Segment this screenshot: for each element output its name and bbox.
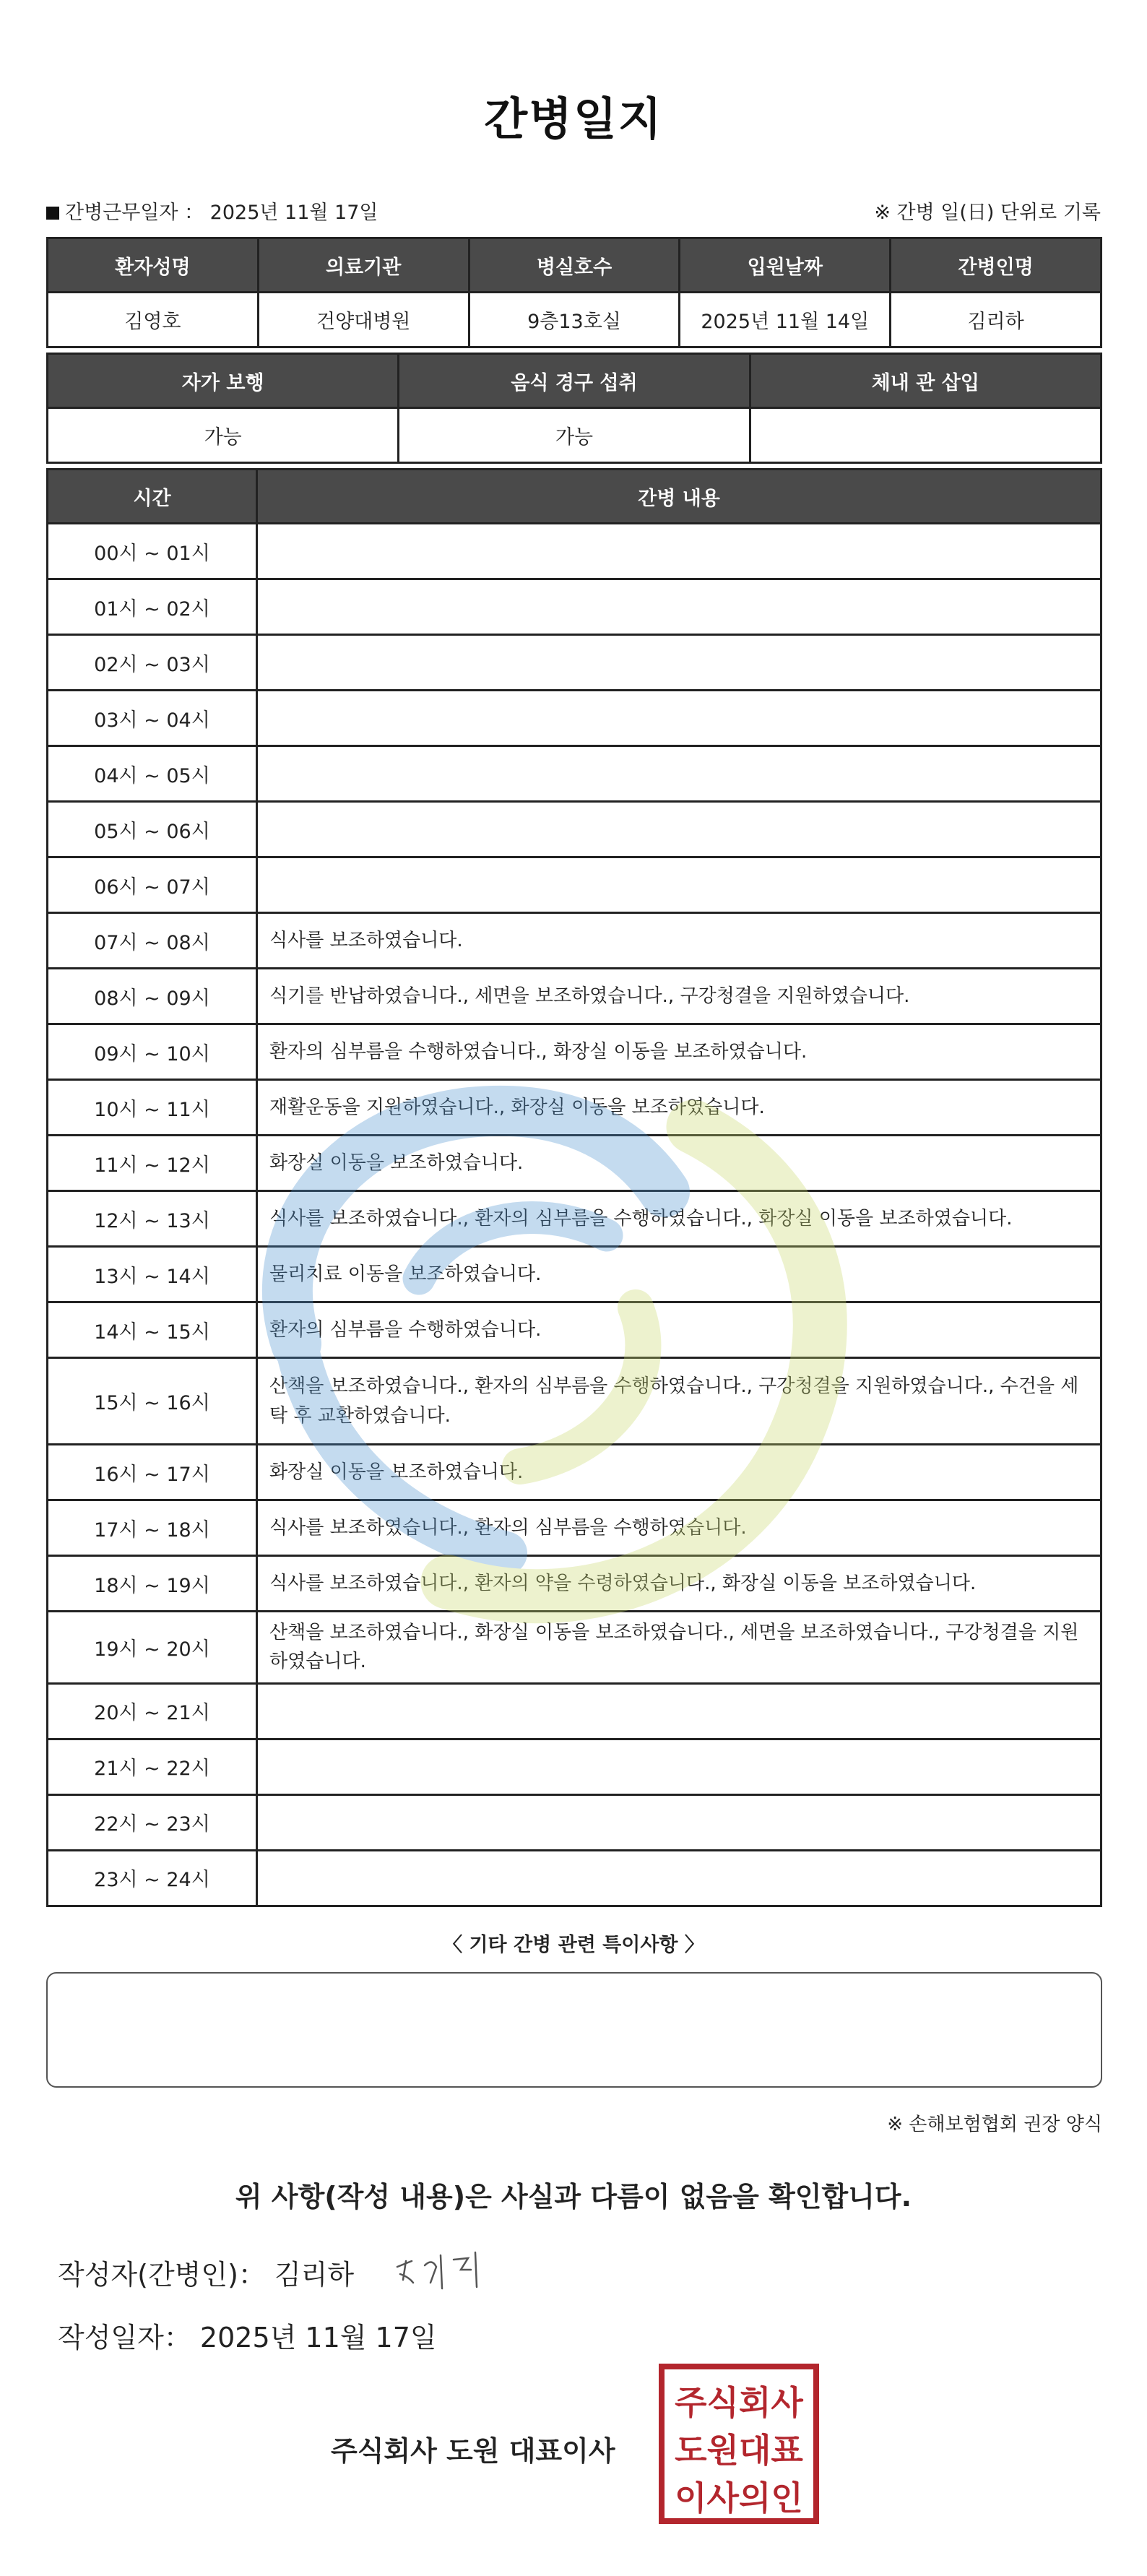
log-content: 식사를 보조하였습니다., 환자의 심부름을 수행하였습니다., 화장실 이동을 보조하였습니다.: [257, 1191, 1101, 1247]
log-time: 10시 ~ 11시: [48, 1080, 257, 1136]
log-time: 23시 ~ 24시: [48, 1850, 257, 1906]
log-row: [48, 913, 1101, 969]
log-time: 21시 ~ 22시: [48, 1739, 257, 1794]
log-time: 01시 ~ 02시: [48, 579, 257, 635]
log-time: 00시 ~ 01시: [48, 524, 257, 579]
info-header: 병실호수: [469, 238, 680, 293]
special-notes-title: 〈 기타 간병 관련 특이사항 〉: [443, 1934, 704, 1956]
recommendation-note: ※ 손해보험협회 권장 양식: [887, 2114, 1102, 2135]
log-content: 물리치료 이동을 보조하였습니다.: [257, 1247, 1101, 1302]
log-row: [48, 969, 1101, 1024]
log-content: [257, 1683, 1101, 1739]
oral-intake-status: 가능: [399, 408, 750, 463]
caregiver-name: 김리하: [891, 293, 1101, 347]
log-content: [257, 857, 1101, 913]
care-log-rows: [48, 524, 1101, 1906]
room-number: 9층13호실: [469, 293, 680, 347]
log-row: [48, 1302, 1101, 1358]
log-time: 05시 ~ 06시: [48, 802, 257, 857]
handwritten-signature-icon: [390, 2245, 498, 2296]
log-content: [257, 579, 1101, 635]
log-content: 산책을 보조하였습니다., 환자의 심부름을 수행하였습니다., 구강청결을 지원하였습니다., 수건을 세탁 후 교환하였습니다.: [257, 1358, 1101, 1445]
log-content: [257, 746, 1101, 802]
log-time: 17시 ~ 18시: [48, 1500, 257, 1556]
log-content: 식기를 반납하였습니다., 세면을 보조하였습니다., 구강청결을 지원하였습니다.: [257, 969, 1101, 1024]
log-content: 산책을 보조하였습니다., 화장실 이동을 보조하였습니다., 세면을 보조하였습니다., 구강청결을 지원하였습니다.: [257, 1612, 1101, 1684]
log-row: [48, 1739, 1101, 1794]
log-row: [48, 1136, 1101, 1191]
square-bullet-icon: [46, 207, 59, 220]
log-time: 15시 ~ 16시: [48, 1358, 257, 1445]
log-row: [48, 1794, 1101, 1850]
log-row: [48, 524, 1101, 579]
log-row: [48, 1556, 1101, 1612]
log-time: 13시 ~ 14시: [48, 1247, 257, 1302]
log-time: 07시 ~ 08시: [48, 913, 257, 969]
log-content: 식사를 보조하였습니다., 환자의 약을 수령하였습니다., 화장실 이동을 보조하였습니다.: [257, 1556, 1101, 1612]
log-time: 02시 ~ 03시: [48, 635, 257, 691]
log-row: [48, 1024, 1101, 1080]
log-row: [48, 1445, 1101, 1500]
meta-row: [46, 196, 1101, 225]
walking-status: 가능: [48, 408, 399, 463]
hospital-name: 건양대병원: [258, 293, 469, 347]
log-time: 11시 ~ 12시: [48, 1136, 257, 1191]
log-time: 08시 ~ 09시: [48, 969, 257, 1024]
log-row: [48, 1850, 1101, 1906]
info-header: 의료기관: [258, 238, 469, 293]
log-row: [48, 802, 1101, 857]
work-date-label: 간병근무일자 ： 2025년 11월 17일: [65, 202, 378, 224]
log-row: [48, 746, 1101, 802]
care-log-table: [46, 468, 1102, 1907]
log-time: 14시 ~ 15시: [48, 1302, 257, 1358]
info-header: 입원날짜: [680, 238, 891, 293]
log-header-time: 시간: [48, 470, 257, 524]
company-seal-icon: [657, 2362, 821, 2525]
log-time: 18시 ~ 19시: [48, 1556, 257, 1612]
patient-info-table: [46, 237, 1102, 348]
log-row: [48, 635, 1101, 691]
log-content: [257, 635, 1101, 691]
log-time: 16시 ~ 17시: [48, 1445, 257, 1500]
log-row: [48, 1612, 1101, 1684]
company-representative: 주식회사 도원 대표이사: [331, 2435, 615, 2467]
log-row: [48, 579, 1101, 635]
condition-header: 자가 보행: [48, 354, 399, 408]
log-content: 화장실 이동을 보조하였습니다.: [257, 1136, 1101, 1191]
document-title: 간병일지: [484, 92, 663, 145]
info-header: 간병인명: [891, 238, 1101, 293]
log-time: 20시 ~ 21시: [48, 1683, 257, 1739]
log-time: 04시 ~ 05시: [48, 746, 257, 802]
log-row: [48, 1080, 1101, 1136]
log-time: 22시 ~ 23시: [48, 1794, 257, 1850]
log-content: [257, 802, 1101, 857]
log-row: [48, 1358, 1101, 1445]
log-row: [48, 1247, 1101, 1302]
info-header: 환자성명: [48, 238, 259, 293]
log-row: [48, 691, 1101, 746]
date-line: 작성일자： 2025년 11월 17일: [58, 2322, 437, 2354]
log-content: 화장실 이동을 보조하였습니다.: [257, 1445, 1101, 1500]
log-time: 09시 ~ 10시: [48, 1024, 257, 1080]
log-row: [48, 1191, 1101, 1247]
log-content: [257, 524, 1101, 579]
log-time: 06시 ~ 07시: [48, 857, 257, 913]
log-header-content: 간병 내용: [257, 470, 1101, 524]
record-unit-note: ※ 간병 일(日) 단위로 기록: [874, 202, 1101, 224]
log-content: 환자의 심부름을 수행하였습니다., 화장실 이동을 보조하였습니다.: [257, 1024, 1101, 1080]
patient-condition-table: [46, 353, 1102, 464]
condition-header: 체내 관 삽입: [750, 354, 1101, 408]
log-content: [257, 691, 1101, 746]
log-row: [48, 857, 1101, 913]
confirmation-statement: 위 사항(작성 내용)은 사실과 다름이 없음을 확인합니다.: [235, 2181, 912, 2213]
tube-insertion-status: [750, 408, 1101, 463]
log-content: [257, 1794, 1101, 1850]
special-notes-box: [46, 1972, 1102, 2088]
log-content: [257, 1850, 1101, 1906]
writer-line: 작성자(간병인)： 김리하: [58, 2259, 355, 2291]
admission-date: 2025년 11월 14일: [680, 293, 891, 347]
condition-header: 음식 경구 섭취: [399, 354, 750, 408]
log-time: 19시 ~ 20시: [48, 1612, 257, 1684]
log-row: [48, 1683, 1101, 1739]
log-row: [48, 1500, 1101, 1556]
log-content: 재활운동을 지원하였습니다., 화장실 이동을 보조하였습니다.: [257, 1080, 1101, 1136]
log-content: 식사를 보조하였습니다., 환자의 심부름을 수행하였습니다.: [257, 1500, 1101, 1556]
log-content: 환자의 심부름을 수행하였습니다.: [257, 1302, 1101, 1358]
seal-line-1: 주식회사: [675, 2383, 803, 2422]
log-time: 12시 ~ 13시: [48, 1191, 257, 1247]
log-content: 식사를 보조하였습니다.: [257, 913, 1101, 969]
log-time: 03시 ~ 04시: [48, 691, 257, 746]
seal-line-2: 도원대표: [675, 2431, 803, 2470]
patient-name: 김영호: [48, 293, 259, 347]
seal-line-3: 이사의인: [675, 2478, 803, 2517]
log-content: [257, 1739, 1101, 1794]
work-date: [46, 196, 378, 225]
